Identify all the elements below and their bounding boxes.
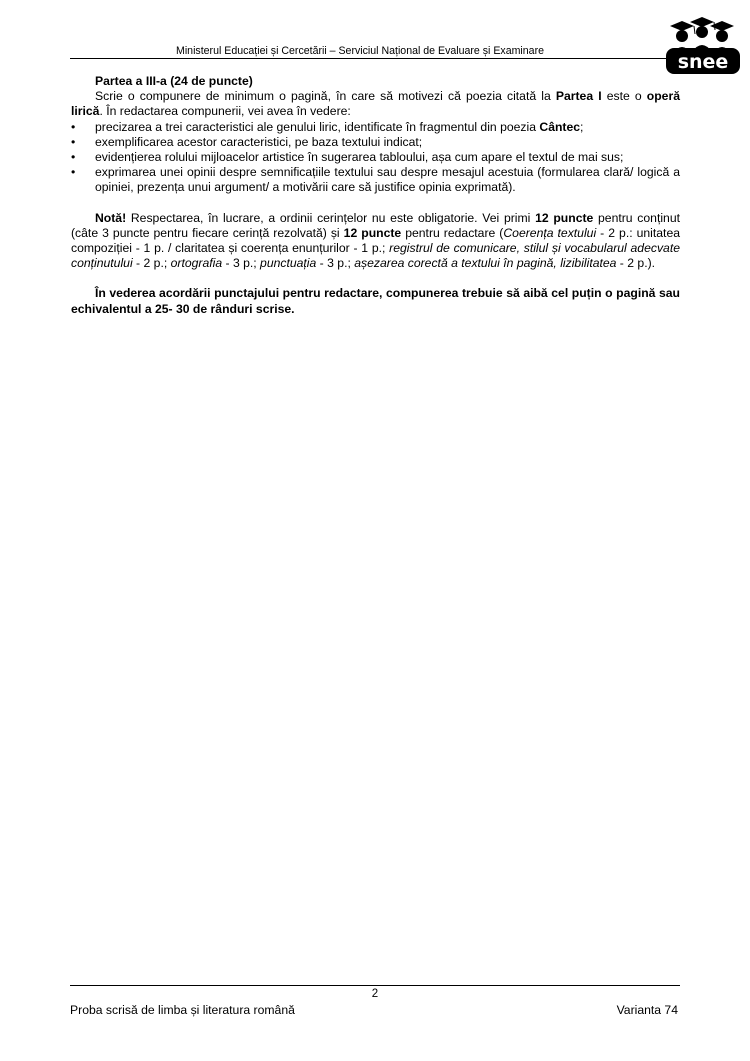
note-italic: așezarea corectă a textului în pagină, lizibilitatea — [354, 256, 617, 271]
note-italic: punctuația — [260, 256, 317, 271]
logo-text: snee — [677, 51, 729, 73]
note-text: - 3 p.; — [222, 256, 261, 271]
final-instruction: În vederea acordării punctajului pentru redactare, compunerea trebuie să aibă cel puțin o pagină sau echivalentul a 25- 30 de rânduri scrise. — [71, 286, 680, 316]
note-bold: 12 puncte — [535, 210, 594, 225]
page-number: 2 — [371, 988, 379, 1000]
bullet-text: precizarea a trei caracteristici ale genului liric, identificate în fragmentul din poezia — [95, 119, 540, 134]
intro-text-1: Scrie o compunere de minimum o pagină, în care să motivezi că poezia citată la — [95, 89, 556, 104]
bullet-icon: • — [71, 119, 76, 134]
list-item — [71, 150, 680, 165]
note-italic: Coerența textului — [503, 225, 597, 240]
bullet-icon: • — [71, 165, 76, 180]
section-heading: Partea a III-a (24 de puncte) — [95, 74, 253, 88]
note-text: - 3 p.; — [316, 256, 355, 271]
bullet-icon: • — [71, 150, 76, 165]
footer-variant: Varianta 74 — [616, 1003, 678, 1017]
bullet-text: exprimarea unei opinii despre semnificațiile textului sau despre mesajul acestuia (formularea clară/ logică a opiniei, prezența unui argument/ a motivării care să justifice opinia exprimată). — [95, 165, 680, 195]
note-text: - 2 p.: unitatea compoziției - 1 p. / claritatea și coerența enunțurilor - 1 p.; — [71, 225, 680, 256]
note-bold: 12 puncte — [343, 225, 402, 240]
section-intro — [71, 89, 680, 119]
note-italic: registrul de comunicare, stilul și vocabularul adecvate conținutului — [71, 241, 680, 271]
bullet-text: evidențierea rolului mijloacelor artistice în sugerarea tabloului, așa cum apare el textul de mai sus; — [95, 150, 624, 165]
note-text: pentru redactare ( — [401, 225, 504, 240]
list-item — [71, 120, 680, 135]
exam-section — [71, 74, 680, 317]
note-label: Notă! — [95, 210, 127, 225]
footer-subject: Proba scrisă de limba și literatura română — [70, 1003, 295, 1017]
header-divider — [70, 58, 680, 59]
footer-divider — [70, 985, 680, 986]
note-text: Respectarea, în lucrare, a ordinii cerințelor nu este obligatorie. Vei primi — [126, 210, 536, 225]
note-text: pentru conținut (câte 3 puncte pentru fiecare cerință rezolvată) și — [71, 210, 680, 240]
bullet-text: exemplificarea acestor caracteristici, pe baza textului indicat; — [95, 134, 423, 149]
page-header: Ministerul Educației și Cercetării – Serviciul Național de Evaluare și Examinare — [176, 45, 544, 57]
intro-text-2: este o — [601, 89, 647, 104]
list-item — [71, 135, 680, 150]
note-italic: ortografia — [170, 256, 223, 271]
note-paragraph — [71, 211, 680, 272]
intro-bold-1: Partea I — [555, 89, 602, 104]
intro-text-3: . În redactarea compunerii, vei avea în vedere: — [99, 104, 351, 119]
intro-bold-2: operă lirică — [71, 89, 680, 119]
snee-logo — [664, 14, 742, 76]
poem-title: Cântec — [539, 119, 581, 134]
requirements-list — [71, 120, 680, 196]
note-text: - 2 p.; — [132, 256, 171, 271]
bullet-icon: • — [71, 134, 76, 149]
bullet-end: ; — [580, 119, 584, 134]
note-text: - 2 p.). — [616, 256, 656, 271]
list-item — [71, 165, 680, 195]
